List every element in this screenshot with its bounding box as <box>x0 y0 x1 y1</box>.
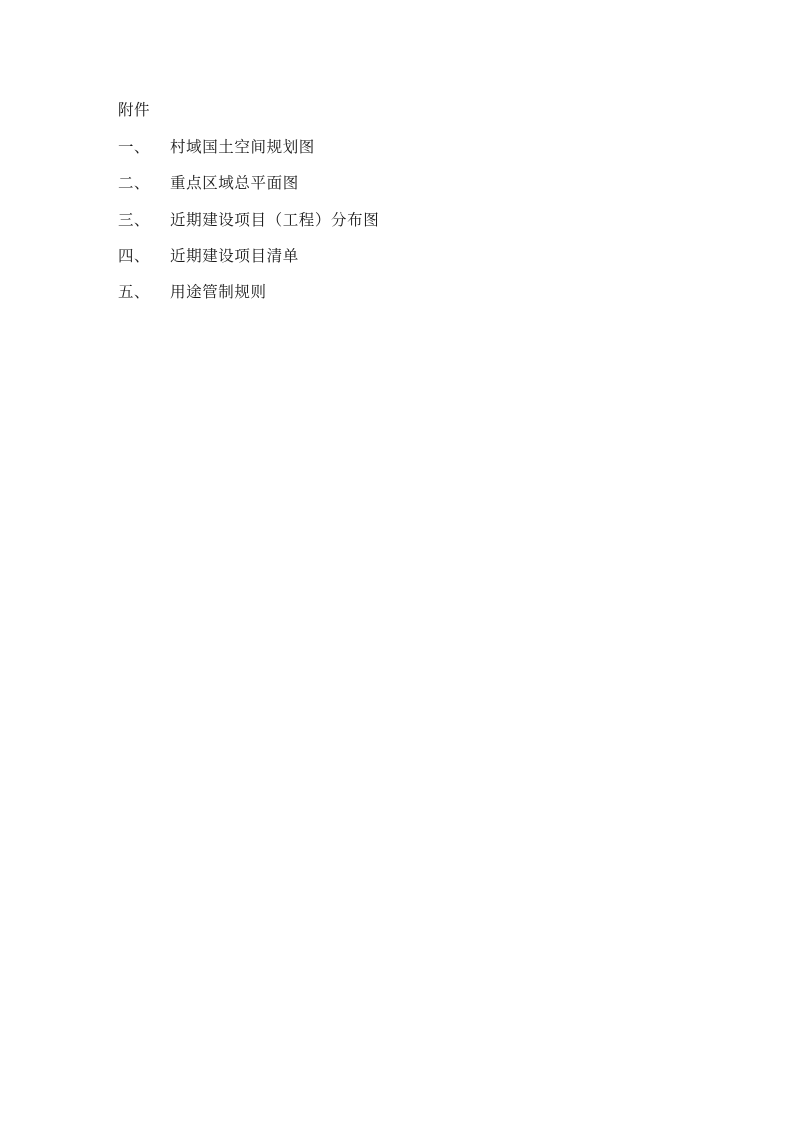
list-item <box>118 172 678 195</box>
list-item <box>118 281 678 304</box>
list-item-label: 用途管制规则 <box>170 283 267 302</box>
document-body <box>118 98 678 317</box>
list-item-marker: 二、 <box>118 174 151 193</box>
list-item <box>118 136 678 159</box>
list-item-label: 近期建设项目（工程）分布图 <box>170 210 380 229</box>
list-item-marker: 三、 <box>118 210 151 229</box>
attachment-list <box>118 136 678 304</box>
list-item <box>118 209 678 232</box>
page-title: 附件 <box>118 101 151 119</box>
list-item <box>118 245 678 268</box>
list-item-label: 重点区域总平面图 <box>170 174 299 193</box>
list-item-label: 近期建设项目清单 <box>170 246 299 265</box>
list-item-marker: 一、 <box>118 138 151 157</box>
list-item-label: 村域国土空间规划图 <box>170 138 315 157</box>
list-item-marker: 四、 <box>118 246 151 265</box>
list-item-marker: 五、 <box>118 283 151 302</box>
